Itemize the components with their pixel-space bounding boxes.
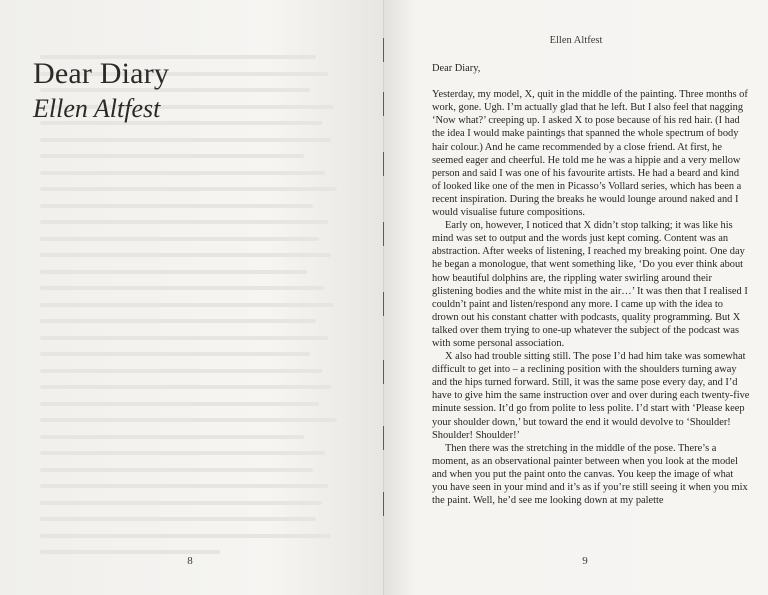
author-name: Ellen Altfest bbox=[33, 94, 161, 123]
paragraph: X also had trouble sitting still. The pose I’d had him take was somewhat difficult to get into – a reclining position with the shoulders turning away and the hips turned forward. Still, it was the same pose every day, and I’d have to give him the same instruction over and over during each twenty-five minute session. It’d go from polite to less polite. I’d start with ‘Please keep your shoulder down,’ but toward the end it would devolve to ‘Shoulder! Shoulder! Shoulder!’ bbox=[432, 351, 750, 441]
page-number-right: 9 bbox=[582, 555, 588, 567]
essay-title: Dear Diary bbox=[33, 57, 170, 90]
paragraph: Yesterday, my model, X, quit in the middle of the painting. Three months of work, gone. Ugh. I’m actually glad that he left. But I also feel that nagging ‘Now what?’ creeping up. I asked X to pose because of his red hair. (I had the idea I would make paintings that spanned the whole spectrum of body hair colour.) And he came recommended by a close friend. At first, he seemed eager and cheerful. He told me he was a hippie and a very mellow person and said I was one of his favourite artists. He had a beard and kind of looked like one of the men in Picasso’s Vollard series, which has been a recent inspiration. During the breaks he would lounge around naked and I would visualise future compositions. bbox=[432, 89, 748, 219]
paragraph: Then there was the stretching in the middle of the pose. There’s a moment, as an observational painter between when you look at the model and when you put the paint onto the canvas. You keep the image of what you have seen in your mind and it’s as if you’re still seeing it when you mix the paint. Well, he’d see me looking down at my palette bbox=[432, 442, 748, 507]
running-head: Ellen Altfest bbox=[549, 35, 603, 46]
page-number-left: 8 bbox=[187, 555, 193, 567]
salutation: Dear Diary, bbox=[432, 63, 481, 74]
paragraph: Early on, however, I noticed that X didn’t stop talking; it was like his mind was set to output and the words just kept coming. Content was an abstraction. After weeks of listening, I reached my breaking point. One day he began a monologue, that went something like, ‘Do you ever think about how beautiful dolphins are, the rippling water swirling around their glistening bodies and the white mist in the air…’ It was then that I realised I couldn’t paint and listen/respond any more. I came up with the idea to drown out his constant chatter with podcasts, quality programming. But X talked over them trying to one-up whatever the subject of the podcast was with some personal association. bbox=[432, 220, 748, 349]
right-page bbox=[384, 0, 768, 595]
show-through-text bbox=[40, 55, 340, 567]
body-text bbox=[432, 62, 750, 507]
